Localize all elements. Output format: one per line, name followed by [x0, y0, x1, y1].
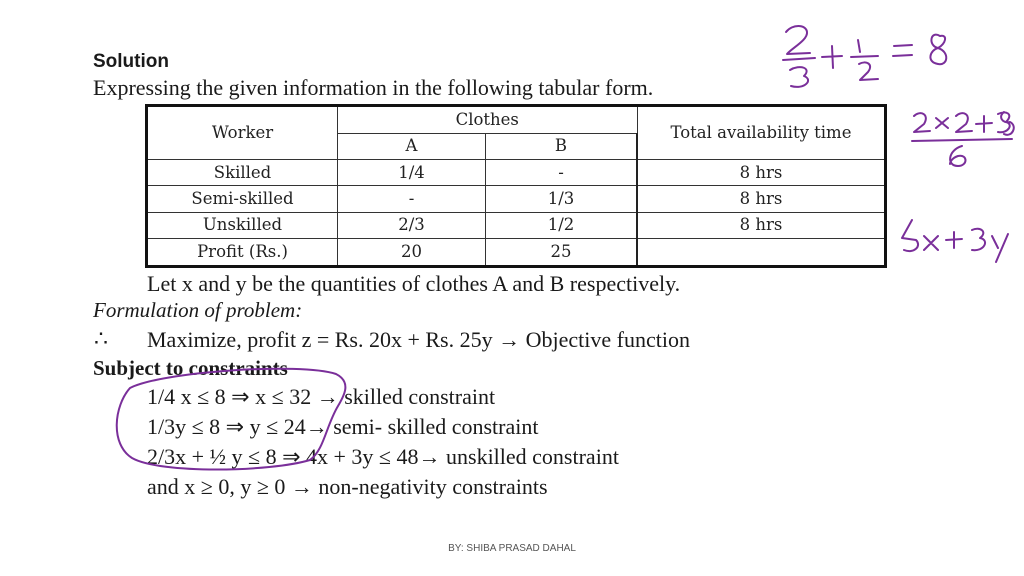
b-cell: 25 [486, 239, 638, 267]
b-cell: 1/3 [486, 186, 638, 212]
col-a-header: A [338, 133, 486, 159]
constraints-heading: Subject to constraints [93, 356, 288, 380]
b-cell: - [486, 160, 638, 186]
handwriting-fraction-2-3 [786, 26, 810, 54]
let-statement: Let x and y be the quantities of clothes A and B respectively. [147, 271, 681, 296]
a-cell: 2/3 [338, 212, 486, 238]
handwriting-fraction-bar [912, 139, 1012, 141]
a-cell: 20 [338, 239, 486, 267]
handwriting-digit-3 [790, 67, 808, 87]
handwriting-fraction-bar [783, 58, 815, 60]
clothes-header: Clothes [338, 106, 638, 134]
time-cell: 8 hrs [637, 160, 886, 186]
handwriting-plus [822, 46, 842, 68]
b-cell: 1/2 [486, 212, 638, 238]
handwriting-equals [893, 45, 912, 56]
objective-function: Maximize, profit z = Rs. 20x + Rs. 25y → Objective function [147, 327, 690, 352]
skilled-constraint: 1/4 x ≤ 8 ⇒ x ≤ 32 → skilled constraint [147, 384, 496, 409]
non-negativity-constraint: and x ≥ 0, y ≥ 0 → non-negativity constraints [147, 474, 548, 499]
semi-skilled-constraint: 1/3y ≤ 8 ⇒ y ≤ 24→ semi- skilled constraint [147, 414, 539, 439]
time-header: Total availability time [637, 106, 886, 160]
handwriting-expression [902, 220, 1008, 262]
worker-header: Worker [147, 106, 338, 160]
unskilled-constraint: 2/3x + ½ y ≤ 8 ⇒ 4x + 3y ≤ 48→ unskilled constraint [147, 444, 619, 469]
formulation-heading: Formulation of problem: [93, 298, 303, 322]
worker-cell: Unskilled [147, 212, 338, 238]
handwriting-circle-around-constraints [117, 369, 346, 470]
a-cell: 1/4 [338, 160, 486, 186]
handwriting-digit-6 [950, 146, 966, 166]
intro-text: Expressing the given information in the following tabular form. [93, 75, 654, 100]
therefore-symbol: ∴ [94, 326, 108, 351]
footer-credit: BY: SHIBA PRASAD DAHAL [448, 543, 576, 554]
time-cell: 8 hrs [637, 186, 886, 212]
worker-cell: Skilled [147, 160, 338, 186]
col-b-header: B [486, 133, 638, 159]
solution-heading: Solution [93, 51, 169, 72]
handwriting-numerator [914, 112, 1014, 135]
handwriting-digit-8 [930, 35, 946, 65]
time-cell: 8 hrs [637, 212, 886, 238]
a-cell: - [338, 186, 486, 212]
worker-cell: Profit (Rs.) [147, 239, 338, 267]
worker-cell: Semi-skilled [147, 186, 338, 212]
handwriting-fraction-1-2 [851, 40, 878, 80]
